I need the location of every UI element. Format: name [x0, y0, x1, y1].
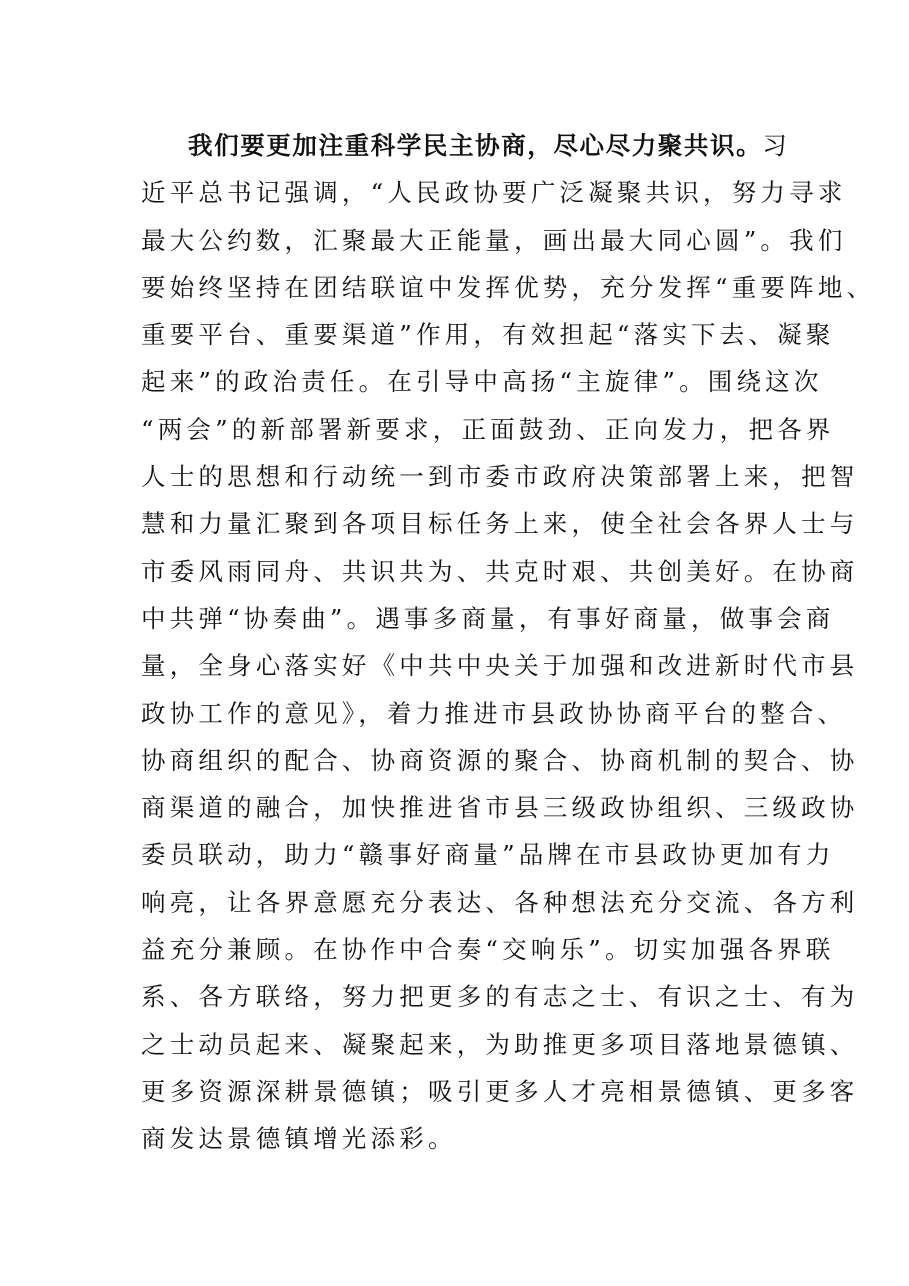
paragraph-line: “两会”的新部署新要求，正面鼓劲、正向发力，把各界	[141, 414, 835, 444]
paragraph-line: 慧和力量汇聚到各项目标任务上来，使全社会各界人士与	[141, 509, 859, 539]
paragraph-line: 政协工作的意见》，着力推进市县政协协商平台的整合、	[141, 698, 847, 728]
lead-sentence: 我们要更加注重科学民主协商，尽心尽力聚共识。	[188, 131, 763, 160]
paragraph-line: 更多资源深耕景德镇；吸引更多人才亮相景德镇、更多客	[141, 1076, 859, 1106]
paragraph-line: 协商组织的配合、协商资源的聚合、协商机制的契合、协	[141, 745, 859, 775]
paragraph-line: 最大公约数，汇聚最大正能量，画出最大同心圆”。我们	[141, 225, 847, 255]
paragraph-line: 商渠道的融合，加快推进省市县三级政协组织、三级政协	[141, 793, 859, 823]
paragraph-line: 委员联动，助力“赣事好商量”品牌在市县政协更加有力	[141, 840, 835, 870]
paragraph-line: 要始终坚持在团结联谊中发挥优势，充分发挥“重要阵地、	[141, 272, 876, 302]
paragraph-line: 起来”的政治责任。在引导中高扬“主旋律”。围绕这次	[141, 367, 823, 397]
paragraph-line: 近平总书记强调，“人民政协要广泛凝聚共识，努力寻求	[141, 178, 847, 208]
paragraph-line: 人士的思想和行动统一到市委市政府决策部署上来，把智	[141, 462, 859, 492]
body-paragraph	[141, 122, 876, 1163]
paragraph-line: 商发达景德镇增光添彩。	[141, 1124, 457, 1154]
paragraph-line: 市委风雨同舟、共识共为、共克时艰、共创美好。在协商	[141, 556, 859, 586]
paragraph-line: 之士动员起来、凝聚起来，为助推更多项目落地景德镇、	[141, 1029, 859, 1059]
paragraph-line: 中共弹“协奏曲”。遇事多商量，有事好商量，做事会商	[141, 603, 835, 633]
paragraph-line: 量，全身心落实好《中共中央关于加强和改进新时代市县	[141, 651, 859, 681]
paragraph-line: 系、各方联络，努力把更多的有志之士、有识之士、有为	[141, 982, 859, 1012]
paragraph-line: 益充分兼顾。在协作中合奏“交响乐”。切实加强各界联	[141, 935, 835, 965]
paragraph-line	[141, 122, 791, 169]
line-text: 习	[762, 131, 791, 160]
paragraph-line: 响亮，让各界意愿充分表达、各种想法充分交流、各方利	[141, 887, 859, 917]
paragraph-line: 重要平台、重要渠道”作用，有效担起“落实下去、凝聚	[141, 320, 835, 350]
